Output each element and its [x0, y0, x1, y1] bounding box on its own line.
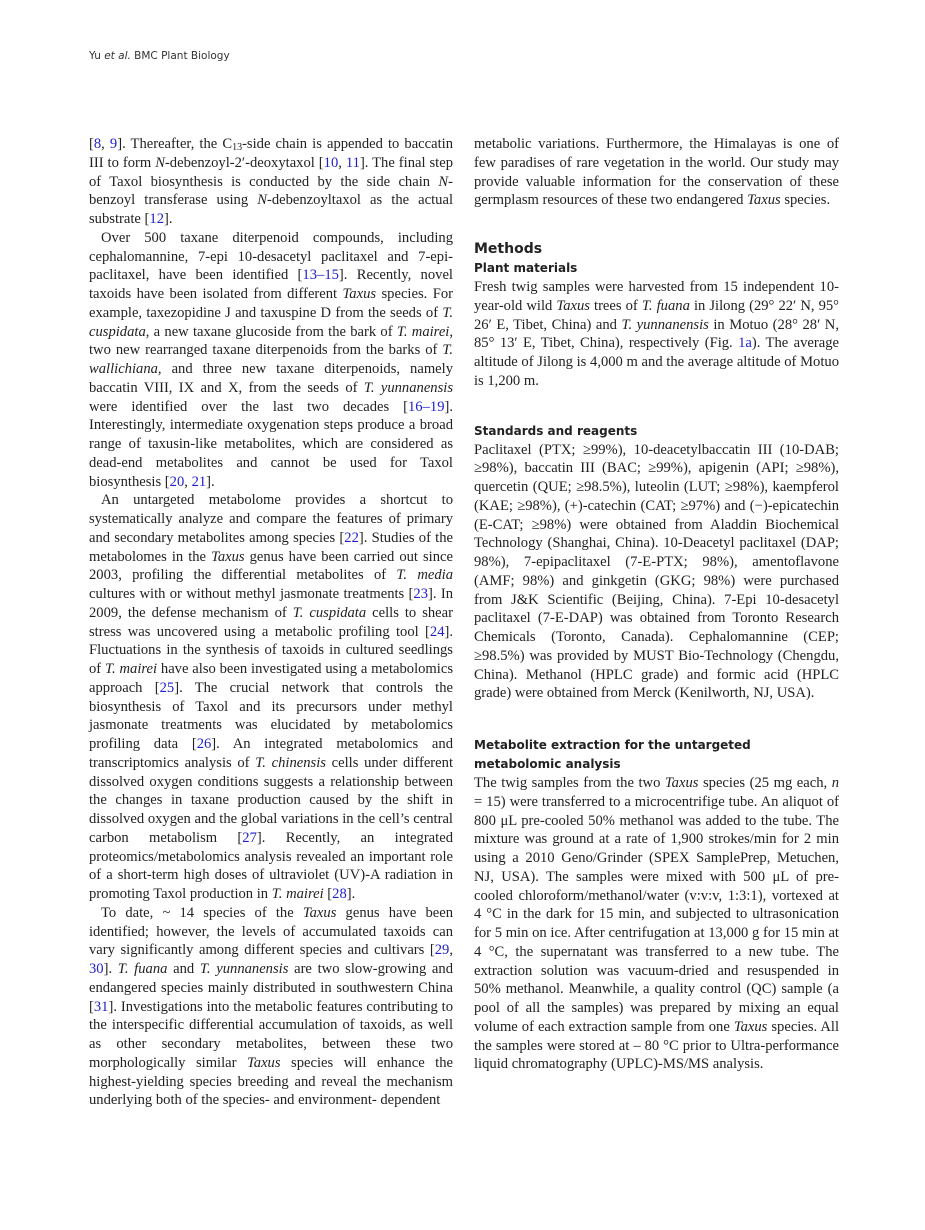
- paragraph-plant-materials: Fresh twig samples were harvested from 15 independent 10-year-old wild Taxus trees of T. fuana in Jilong (29° 22′ N, 95° 26′ E, Tibet, China) and T. yunnanensis in Motuo (28° 28′ N, 85° 13′ E, Tibet, China), respectively (Fig. 1a). The average altitude of Jilong is 4,000 m and the average altitude of Motuo is 1,200 m.: [474, 279, 840, 389]
- paragraph-continuation: metabolic variations. Furthermore, the Himalayas is one of few paradises of rare vegetation in the world. Our study may provide valuable information for the conservation of these germplasm resources of these two endangered Taxus species.: [474, 136, 839, 209]
- paragraph-standards: Paclitaxel (PTX; ≥99%), 10-deacetylbaccatin III (10-DAB; ≥98%), baccatin III (BAC; ≥99%), apigenin (API; ≥98%), quercetin (QUE; ≥98.5%), luteolin (LUT; ≥98%), kaempferol (KAE; ≥98%), (+)-catechin (CAT; ≥97%) and (−)-epicatechin (E-CAT; ≥98%) were obtained from Aladdin Biochemical Technology (Shanghai, China). 10-Deacetyl paclitaxel (DAP; 98%), 7-epipaclitaxel (7-E-PTX; 98%), amentoflavone (AMF; 98%) and ginkgetin (GKG; 98%) were purchased from J&K Scientific (Beijing, China). 7-Epi 10-desacetyl paclitaxel (7-E-DAP) was obtained from Toronto Research Chemicals (Toronto, Canada). Cephalomannine (CEP; ≥98.5%) was provided by MUST Bio-Technology (Chengdu, China). Methanol (HPLC grade) and formic acid (HPLC grade) were obtained from Merck (Kenilworth, NJ, USA).: [474, 441, 839, 702]
- running-head-author: Yu: [89, 50, 101, 62]
- paragraph-species: To date, ~ 14 species of the Taxus genus have been identified; however, the levels of accumulated taxoids can vary significantly among different species and cultivars [29, 30]. T. fuana and T. yunnanensis are two slow-growing and endangered species mainly distributed in southwestern China [31]. Investigations into the metabolic features contributing to the interspecific differential accumulation of taxoids, as well as other secondary metabolites, between these two morphologically similar Taxus species will enhance the highest-yielding species breeding and reveal the mechanism underlying both of the species- and environment- dependent: [89, 904, 454, 1109]
- right-column: [474, 135, 839, 1074]
- citation-link[interactable]: 22: [344, 529, 359, 546]
- citation-link[interactable]: 29: [434, 942, 450, 959]
- citation-link[interactable]: 31: [93, 998, 109, 1015]
- subsection-heading-extraction: Metabolite extraction for the untargeted metabolomic analysis: [474, 738, 751, 771]
- running-head-journal: BMC Plant Biology: [134, 50, 230, 62]
- paragraph-taxane-compounds: Over 500 taxane diterpenoid compounds, including cephalomannine, 7-epi 10-desacetyl paclitaxel and 7-epi-paclitaxel, have been identified [13–15]. Recently, novel taxoids have been isolated from different Taxus species. For example, taxezopidine J and taxuspine D from the seeds of T. cuspidata, a new taxane glucoside from the bark of T. mairei, two new rearranged taxane diterpenoids from the barks of T. wallichiana, and three new taxane diterpenoids, namely baccatin VIII, IX and X, from the seeds of T. yunnanensis were identified over the last two decades [16–19]. Interestingly, intermediate oxygenation steps produce a broad range of taxusin-like metabolites, which are considered as dead-end metabolites and cannot be used for Taxol biosynthesis [20, 21].: [89, 229, 454, 490]
- left-column: [89, 135, 453, 1110]
- citation-link[interactable]: 30: [89, 961, 104, 977]
- running-head: [89, 50, 230, 62]
- citation-link[interactable]: 10: [323, 154, 339, 171]
- citation-link[interactable]: 16–19: [408, 398, 445, 415]
- citation-link[interactable]: 25: [159, 679, 175, 696]
- spacer: [474, 391, 839, 422]
- spacer: [474, 210, 839, 240]
- citation-link[interactable]: 13–15: [302, 267, 339, 284]
- paragraph-biosynthesis: [8, 9]. Thereafter, the $C_{13}$-side chain is appended to baccatin III to form N-debenzoyl-2′-deoxytaxol [10, 11]. The final step of Taxol biosynthesis is conducted by the side chain N-benzoyl transferase using N-debenzoyltaxol as the actual substrate [12].: [89, 136, 454, 227]
- citation-link[interactable]: 26: [196, 736, 212, 752]
- citation-link[interactable]: 11: [345, 154, 360, 171]
- running-head-etal: et al.: [104, 50, 131, 62]
- citation-link[interactable]: 24: [429, 623, 445, 640]
- paragraph-extraction: The twig samples from the two Taxus species (25 mg each, n = 15) were transferred to a microcentrifige tube. An aliquot of 800 μL pre-cooled 50% methanol was added to the tube. The mixture was ground at a rate of 1,900 strokes/min for 2 min using a 2010 Geno/Grinder (SPEX SamplePrep, Metuchen, NJ, USA). The samples were mixed with 500 μL of pre-cooled chloroform/methanol/water (v:v:v, 1:3:1), vortexed at 4 °C in the dark for 15 min, and subjected to ultrasonication for 5 min on ice. After centrifugation at 13,000 g for 15 min at 4 °C, the supernatant was transferred to a new tube. The extraction solution was vacuum-dried and resuspended in 50% methanol. Meanwhile, a quality control (QC) sample (a pool of all the samples) was prepared by mixing an equal volume of each extraction sample from one Taxus species. All the samples were stored at – 80 °C prior to Ultra-performance liquid chromatography (UPLC)-MS/MS analysis.: [474, 775, 840, 1073]
- citation-link[interactable]: 28: [332, 886, 347, 902]
- subsection-heading-plant-materials: Plant materials: [474, 261, 578, 275]
- paragraph-metabolome: An untargeted metabolome provides a shortcut to systematically analyze and compare the features of primary and secondary metabolites among species [22]. Studies of the metabolomes in the Taxus genus have been carried out since 2003, profiling the differential metabolites of T. media cultures with or without methyl jasmonate treatments [23]. In 2009, the defense mechanism of T. cuspidata cells to shear stress was uncovered using a metabolic profiling tool [24]. Fluctuations in the synthesis of taxoids in cultured seedlings of T. mairei have also been investigated using a metabolomics approach [25]. The crucial network that controls the biosynthesis of Taxol and its precursors under methyl jasmonate treatments was elucidated by metabolomics profiling data [26]. An integrated metabolomics and transcriptomics analysis of T. chinensis cells under different dissolved oxygen conditions suggests a relationship between the changes in taxane production caused by the shift in dissolved oxygen and the global variations in the cell’s central carbon metabolism [27]. Recently, an integrated proteomics/metabolomics analysis revealed an important role of a short-term high doses of ultraviolet (UV)-A radiation in promoting Taxol production in T. mairei [28].: [89, 492, 453, 902]
- citation-link[interactable]: 9: [109, 136, 118, 152]
- citation-link[interactable]: 20: [169, 473, 185, 490]
- citation-link[interactable]: 8: [93, 136, 102, 152]
- spacer: [474, 703, 839, 736]
- figure-link[interactable]: 1a: [738, 335, 752, 352]
- citation-link[interactable]: 21: [191, 473, 207, 490]
- subsection-heading-standards: Standards and reagents: [474, 423, 638, 438]
- citation-link[interactable]: 23: [413, 586, 429, 602]
- section-heading-methods: Methods: [474, 241, 543, 257]
- citation-link[interactable]: 27: [242, 829, 257, 846]
- citation-link[interactable]: 12: [149, 211, 164, 227]
